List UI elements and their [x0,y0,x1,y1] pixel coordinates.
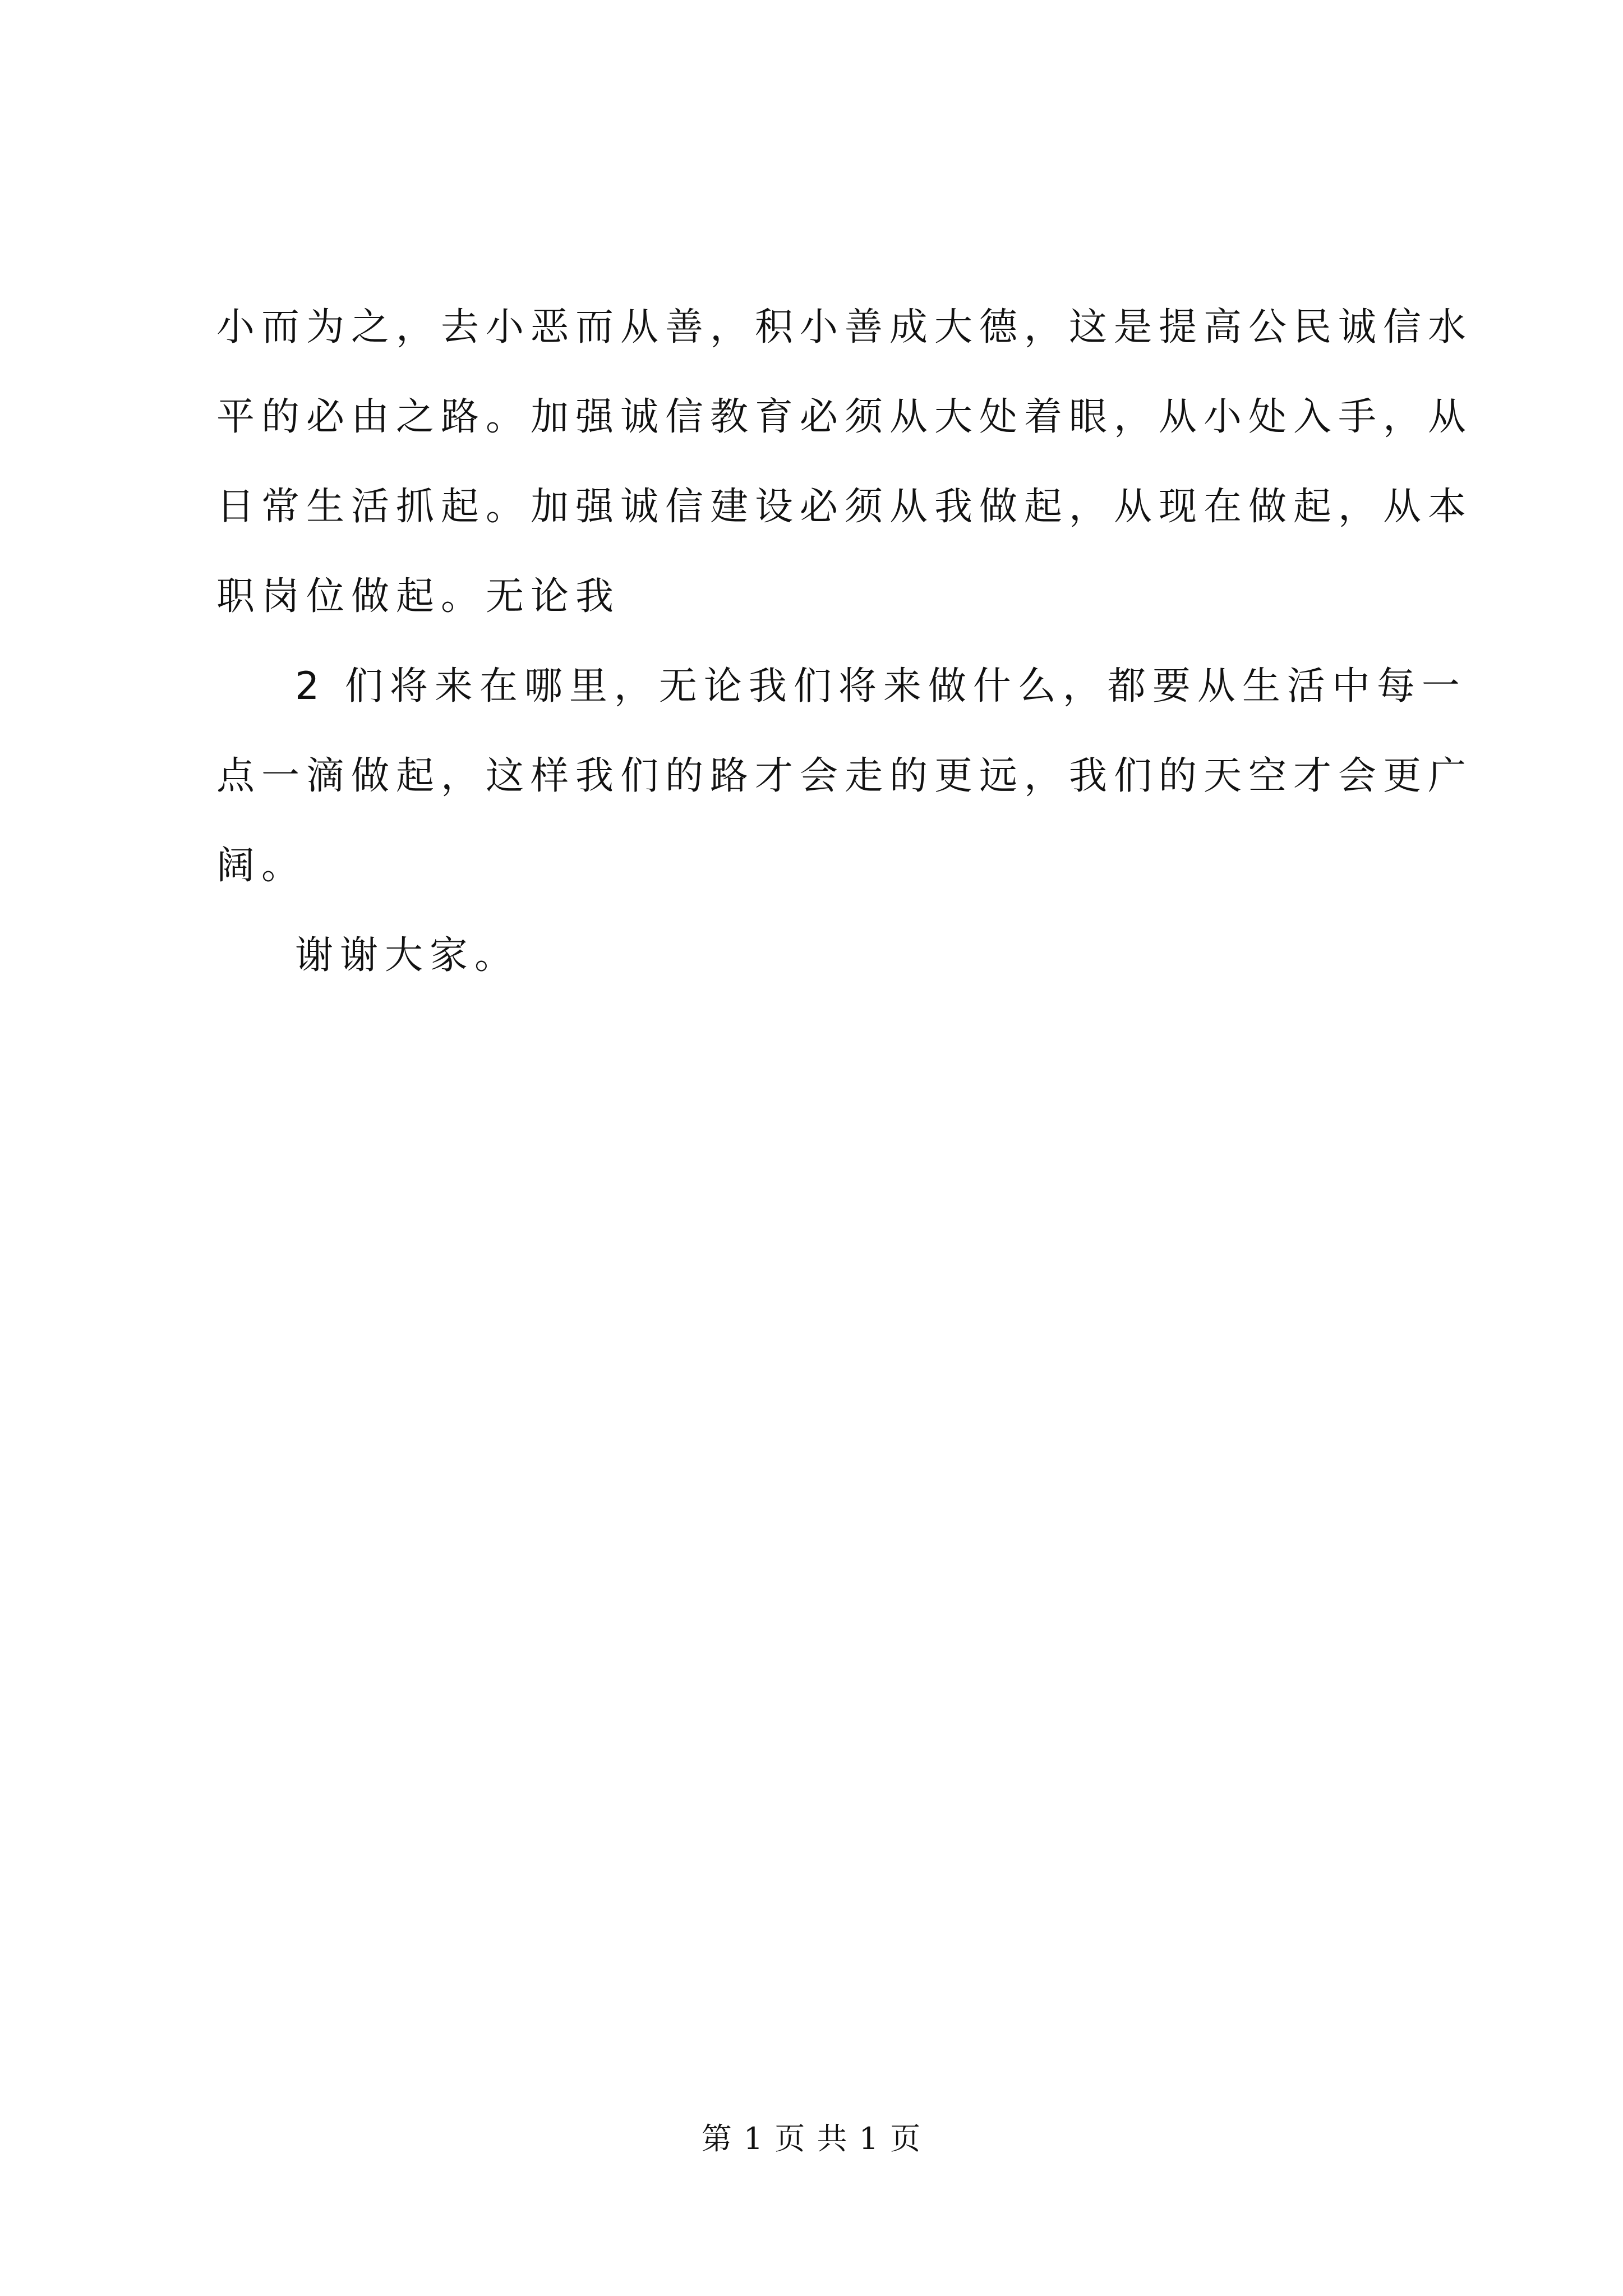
paragraph-line: 职岗位做起。无论我 [216,574,621,619]
paragraph-line: 点一滴做起，这样我们的路才会走的更远，我们的天空才会更广 [216,754,1473,798]
paragraph-line: 2 们将来在哪里，无论我们将来做什么，都要从生活中每一 [295,664,1467,708]
page-number-label: 第 1 页 共 1 页 [701,2121,922,2156]
paragraph-line: 日常生活抓起。加强诚信建设必须从我做起，从现在做起，从本 [216,485,1473,529]
paragraph-line: 平的必由之路。加强诚信教育必须从大处着眼，从小处入手，从 [216,395,1473,439]
document-body [216,303,1473,1021]
paragraph-line: 阔。 [216,844,307,888]
paragraph-line: 小而为之，去小恶而从善，积小善成大德，这是提高公民诚信水 [216,305,1473,349]
closing-line: 谢谢大家。 [295,933,520,978]
page-footer [0,2119,1623,2159]
